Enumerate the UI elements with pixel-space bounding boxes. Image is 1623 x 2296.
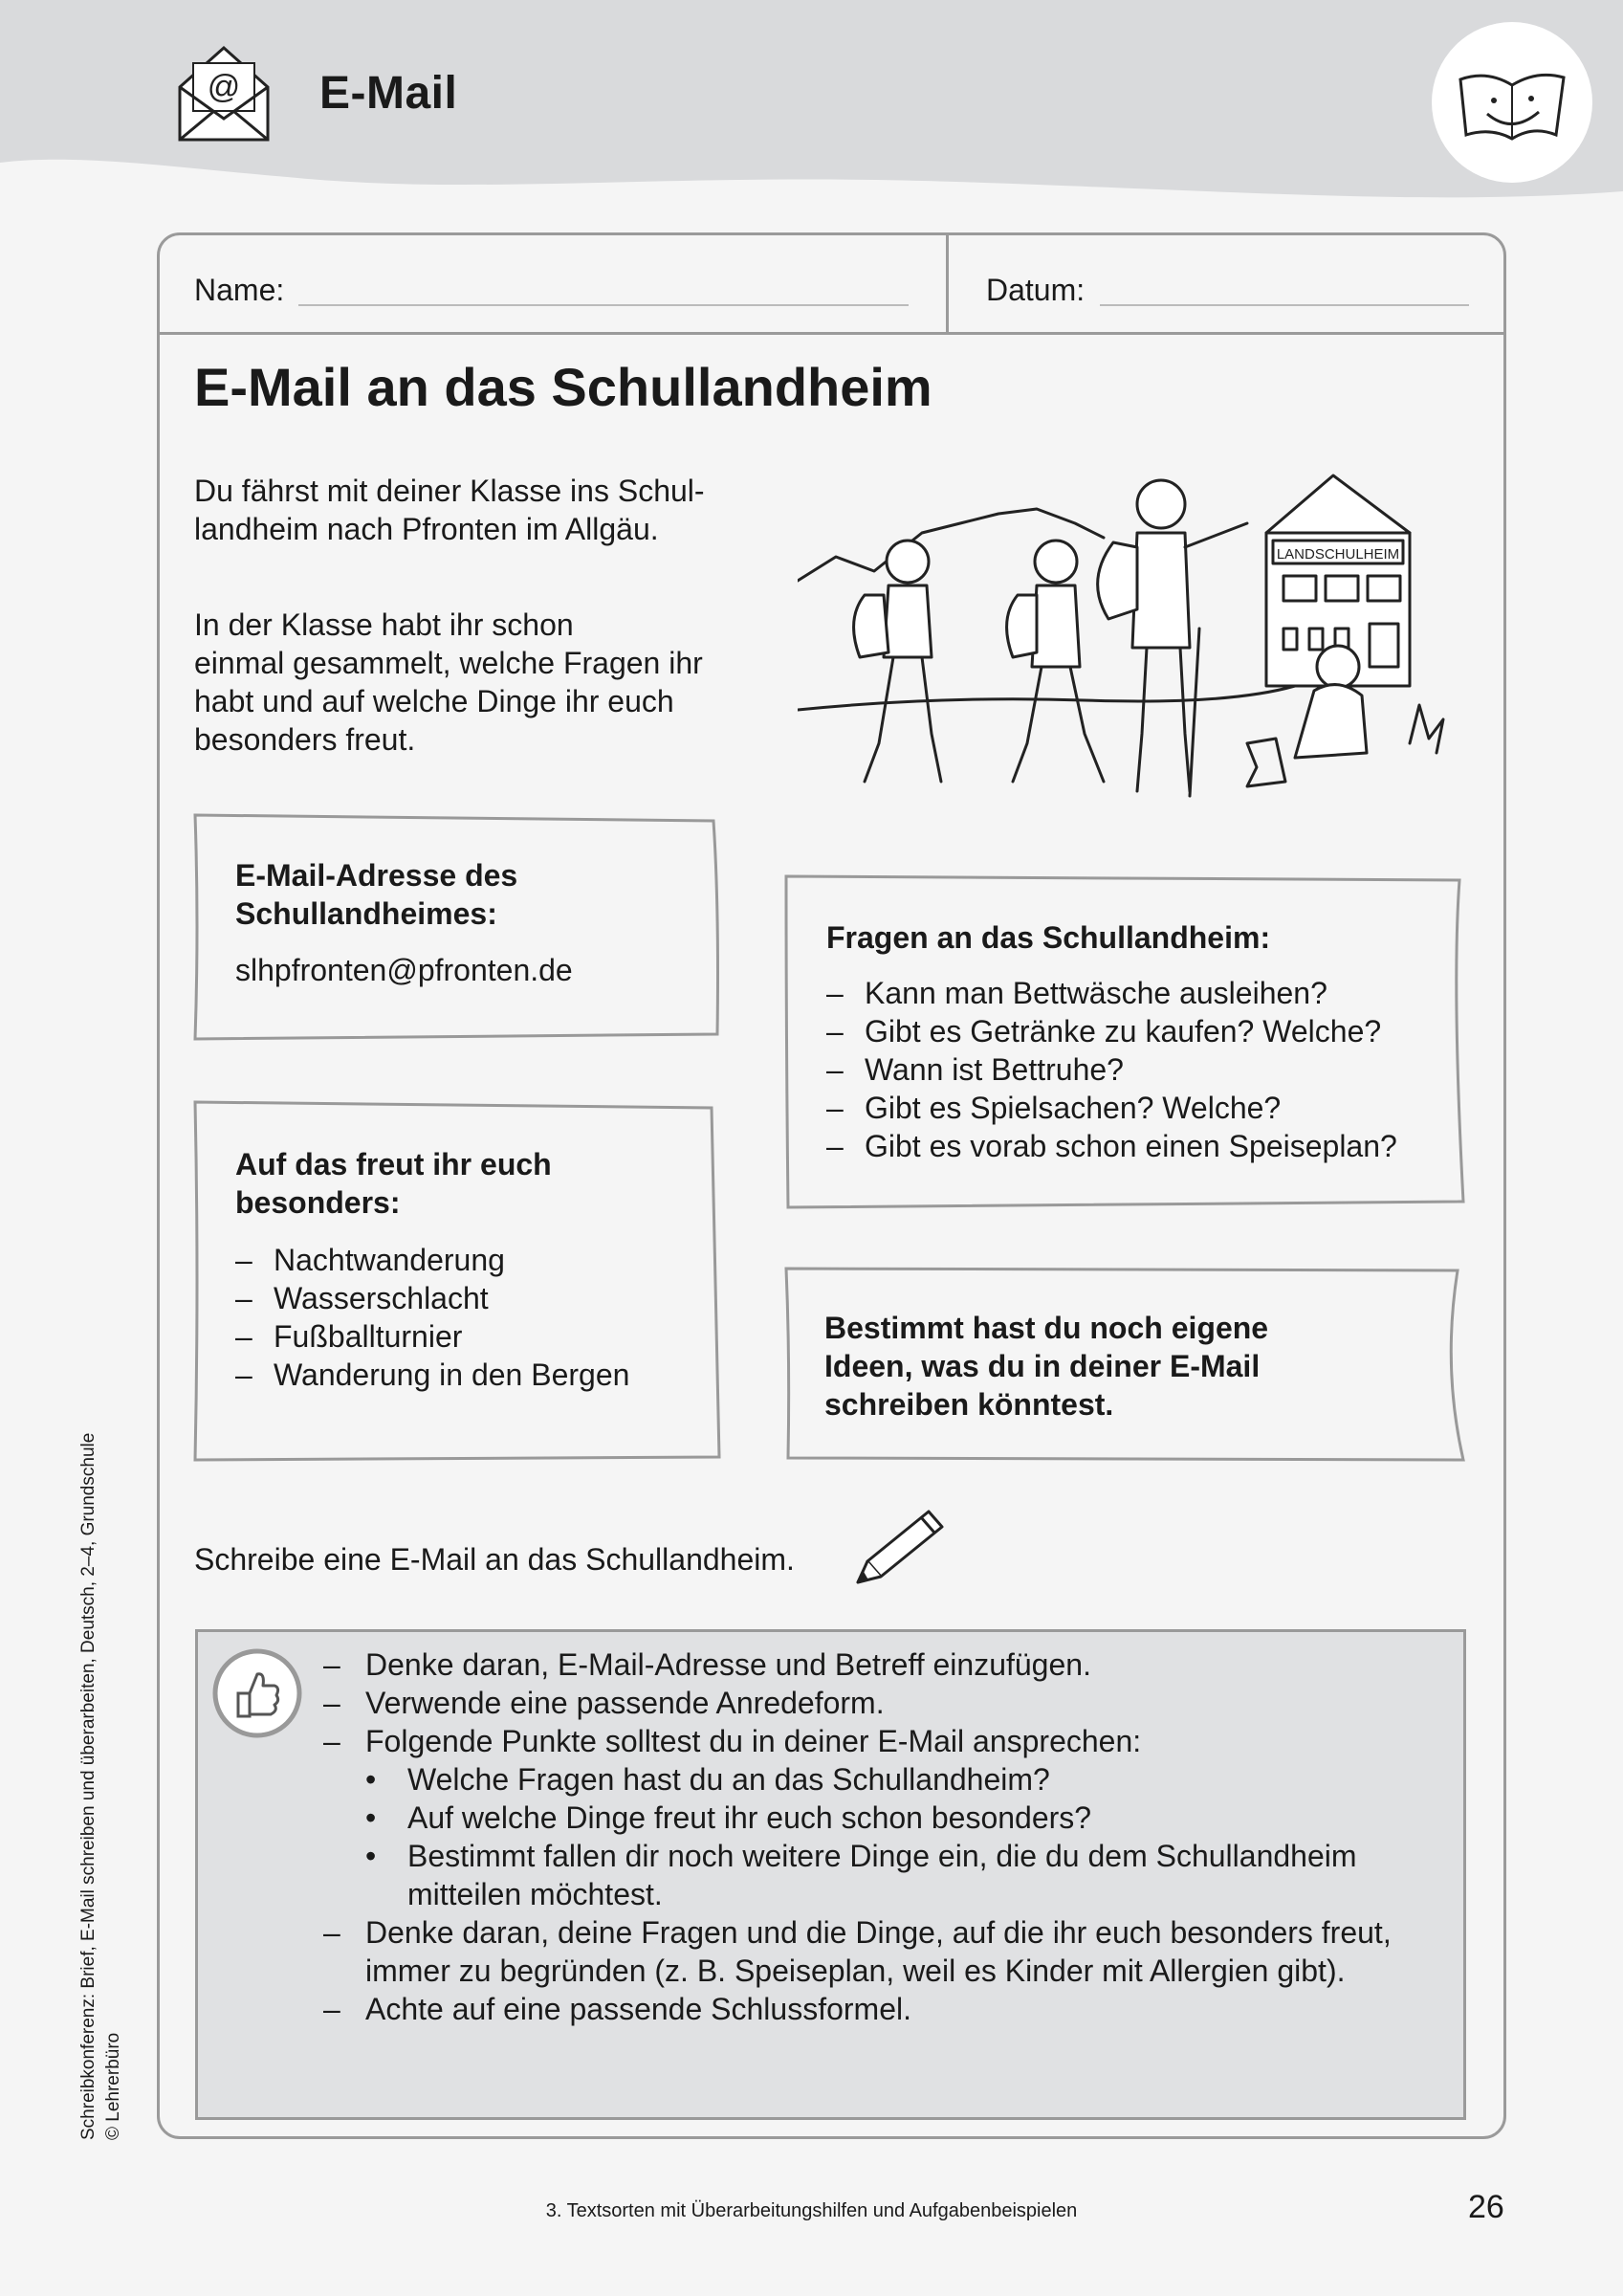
text-line: Bestimmt hast du noch eigene [824,1311,1269,1345]
sheet-title: E-Mail an das Schullandheim [194,357,932,417]
task-instruction: Schreibe eine E-Mail an das Schullandheim. [194,1542,795,1577]
date-field[interactable] [1100,304,1469,306]
text-line: einmal gesammelt, welche Fragen ihr [194,646,703,680]
text-line: habt und auf welche Dinge ihr euch [194,684,674,718]
questions-box-title: Fragen an das Schullandheim: [826,920,1271,955]
text-line: Du fährst mit deiner Klasse ins Schul- [194,474,705,508]
list-item: – Gibt es vorab schon einen Speiseplan? [826,1127,1397,1165]
text-line: besonders freut. [194,722,416,757]
page-number: 26 [1468,2189,1504,2225]
source-note [77,1433,126,2140]
email-address: slhpfronten@pfronten.de [235,953,573,987]
tips-list [323,1645,1452,2028]
ideas-box-text [824,1309,1268,1424]
list-item: – Wann ist Bettruhe? [826,1050,1397,1089]
list-item: – Nachtwanderung [235,1241,629,1279]
name-label: Name: [194,273,285,307]
text-line: Schullandheimes: [235,896,497,931]
list-item: – Verwende eine passende Anredeform. [323,1684,1452,1722]
date-label: Datum: [986,273,1086,307]
source-line: Schreibkonferenz: Brief, E-Mail schreiben und überarbeiten, Deutsch, 2–4, Grundschule [78,1432,99,2140]
svg-text:@: @ [207,69,241,105]
envelope-at-icon [176,44,272,144]
list-item: – Denke daran, E-Mail-Adresse und Betreff einzufügen. [323,1645,1452,1684]
list-item: – Wanderung in den Bergen [235,1356,629,1394]
list-item: – Fußballturnier [235,1317,629,1356]
list-item: – Gibt es Spielsachen? Welche? [826,1089,1397,1127]
text-line: Ideen, was du in deiner E-Mail [824,1349,1261,1383]
thumbs-up-icon [211,1647,303,1739]
sublist-item: • Auf welche Dinge freut ihr euch schon besonders? [365,1799,1452,1837]
text-line: schreiben könntest. [824,1387,1114,1422]
text-line: besonders: [235,1185,401,1220]
divider [946,232,949,334]
intro-paragraph-2 [194,606,703,759]
list-item: – Kann man Bettwäsche ausleihen? [826,974,1397,1012]
text-line: Auf das freut ihr euch [235,1147,552,1181]
text-line: E-Mail-Adresse des [235,858,518,893]
questions-list [826,974,1397,1165]
pencil-icon [854,1506,946,1584]
joy-box-title [235,1145,552,1222]
smiling-book-icon [1432,22,1592,183]
footer-chapter: 3. Textsorten mit Überarbeitungshilfen und Aufgabenbeispielen [545,2200,1078,2221]
list-item: – Achte auf eine passende Schlussformel. [323,1990,1452,2028]
list-item: – Gibt es Getränke zu kaufen? Welche? [826,1012,1397,1050]
name-field[interactable] [298,304,909,306]
sublist-item: • Bestimmt fallen dir noch weitere Dinge ein, die du dem Schullandheim mitteilen möchtest. [365,1837,1452,1913]
hiking-class-illustration [798,466,1467,815]
list-item [323,1722,1452,1913]
list-item: – Wasserschlacht [235,1279,629,1317]
page-heading: E-Mail [319,68,458,119]
sign-text: LANDSCHULHEIM [1276,546,1400,563]
copyright-line: © Lehrerbüro [103,2032,123,2140]
divider [157,332,1506,335]
list-item: – Denke daran, deine Fragen und die Dinge, auf die ihr euch besonders freut, immer zu begründen (z. B. Speiseplan, weil es Kinder mit Allergien gibt). [323,1913,1452,1990]
text-line: In der Klasse habt ihr schon [194,607,574,642]
joy-list [235,1241,629,1394]
address-box-title [235,856,517,933]
sublist-item: • Welche Fragen hast du an das Schullandheim? [365,1760,1452,1799]
intro-paragraph-1 [194,472,705,548]
tips-sublist [365,1760,1452,1913]
text-line: landheim nach Pfronten im Allgäu. [194,512,659,546]
list-item-text: Folgende Punkte solltest du in deiner E-Mail ansprechen: [365,1724,1142,1758]
